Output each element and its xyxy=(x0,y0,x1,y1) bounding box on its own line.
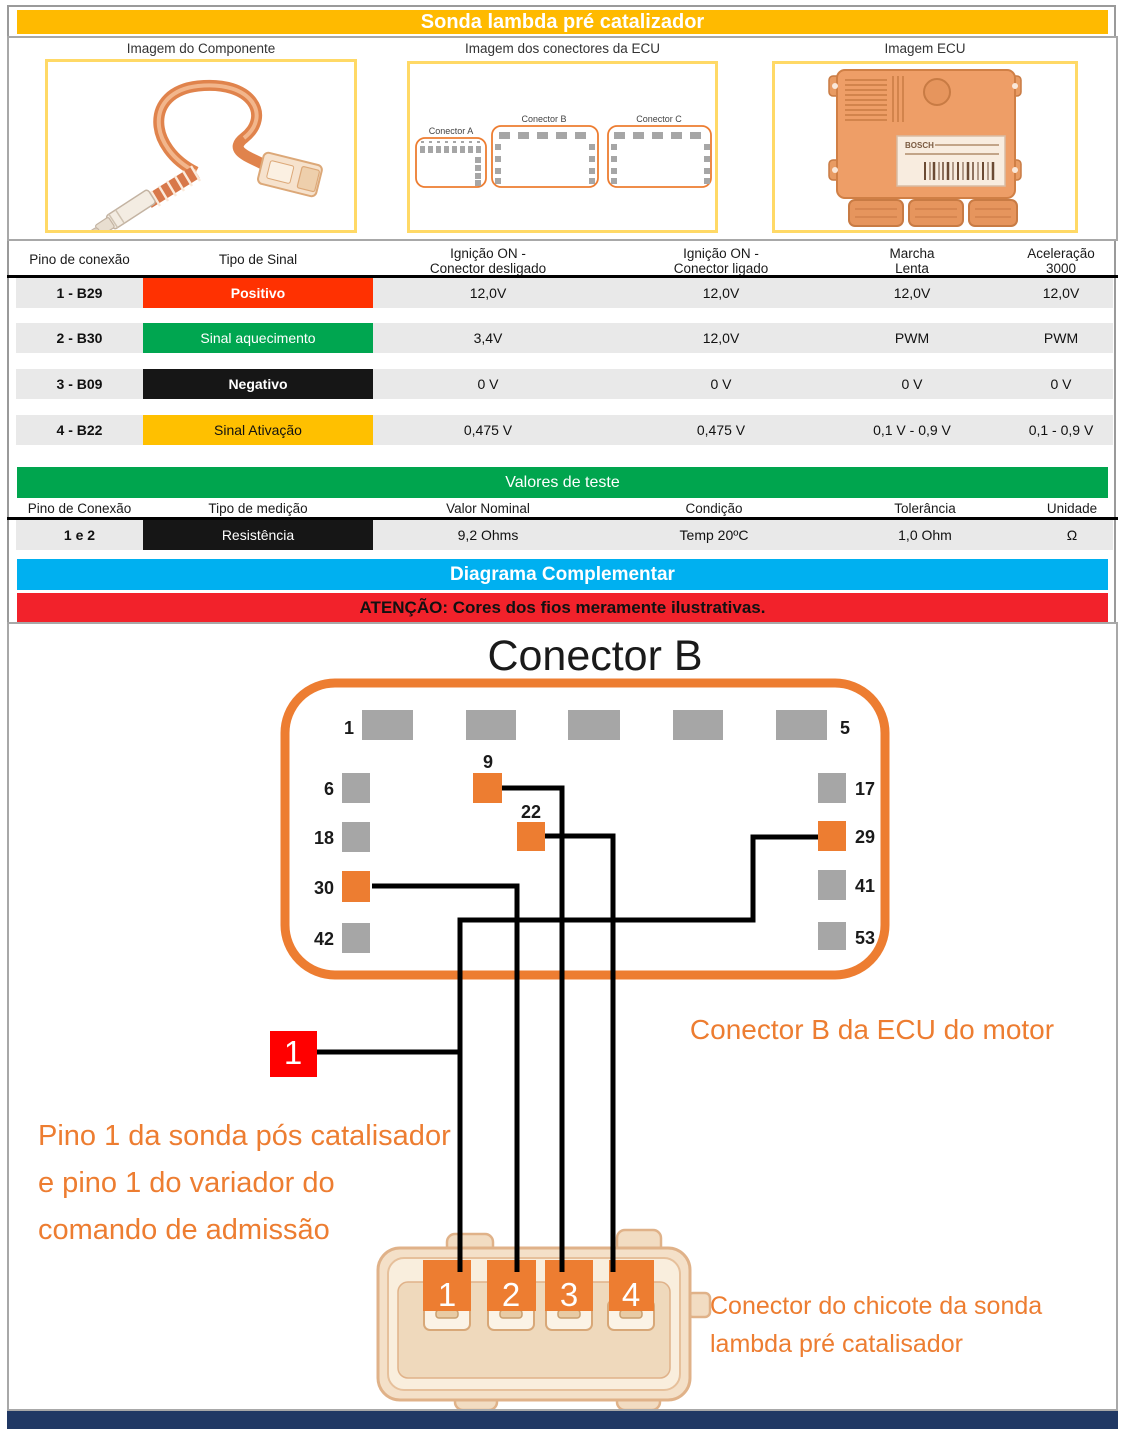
test-header-condition: Condição xyxy=(685,501,743,516)
row2-v4: PWM xyxy=(1043,330,1079,346)
ecu-connector-note: Conector B da ECU do motor xyxy=(689,1014,1055,1045)
pin-30-label: 30 xyxy=(313,878,334,898)
pin-6 xyxy=(342,773,370,803)
red-box-label: 1 xyxy=(283,1034,303,1071)
row3-v1: 0 V xyxy=(477,376,499,392)
test-header-nominal: Valor Nominal xyxy=(446,501,530,516)
pin-30 xyxy=(342,871,370,902)
row1-v4: 12,0V xyxy=(1042,285,1080,301)
page-title: Sonda lambda pré catalizador xyxy=(17,10,1108,34)
pin-53 xyxy=(818,922,846,950)
mini-connector-c-label: Conector C xyxy=(636,114,682,124)
pin-42 xyxy=(342,923,370,953)
mini-connector-b-label: Conector B xyxy=(521,114,567,124)
left-note-line2: e pino 1 do variador do xyxy=(38,1167,335,1199)
row2-v2: 12,0V xyxy=(702,330,740,346)
pin-1-label: 1 xyxy=(343,718,354,738)
main-header-ign-on-l1: Ignição ON - xyxy=(683,246,759,261)
ecu-connectors-panel xyxy=(407,61,718,233)
test-row-condition: Temp 20ºC xyxy=(679,527,749,543)
pin-41 xyxy=(818,870,846,900)
ecu-bottom-connectors xyxy=(849,200,1017,226)
main-header-ign-on-l2: Conector ligado xyxy=(673,260,769,276)
pin-29-label: 29 xyxy=(855,827,876,847)
main-header-idle-l1: Marcha xyxy=(889,246,935,261)
test-header-unit: Unidade xyxy=(1046,501,1098,516)
test-header-tolerance: Tolerância xyxy=(894,501,956,516)
pin-29 xyxy=(818,821,846,851)
main-header-ign-off-l1: Ignição ON - xyxy=(450,246,526,261)
main-header-signal: Tipo de Sinal xyxy=(218,252,298,267)
row3-v3: 0 V xyxy=(901,376,923,392)
main-header-ign-on xyxy=(606,247,836,276)
ecu-photo-panel xyxy=(772,61,1078,233)
component-photo-panel xyxy=(45,59,357,233)
row1-v1: 12,0V xyxy=(469,285,507,301)
harness-connector-image xyxy=(378,1230,710,1409)
harness-note-line1: Conector do chicote da sonda xyxy=(710,1292,1043,1320)
test-header-type: Tipo de medição xyxy=(208,501,308,516)
test-values-title-bar: Valores de teste xyxy=(17,467,1108,498)
left-note-line3: comando de admissão xyxy=(38,1214,330,1246)
ecu-brand-text: BOSCH xyxy=(905,141,934,150)
row1-v3: 12,0V xyxy=(893,285,931,301)
corrugated-sleeve xyxy=(148,166,200,206)
row4-v4: 0,1 - 0,9 V xyxy=(1028,422,1094,438)
pin-22-label: 22 xyxy=(520,802,542,822)
row2-pin: 2 - B30 xyxy=(56,330,103,346)
row2-signal-badge: Sinal aquecimento xyxy=(143,323,373,353)
row1-v2: 12,0V xyxy=(702,285,740,301)
diagram-title-bar: Diagrama Complementar xyxy=(17,559,1108,590)
main-header-accel-l2: 3000 xyxy=(1045,260,1077,276)
ecu-label-sticker xyxy=(897,136,1005,186)
ecu-connectors-image-label: Imagem dos conectores da ECU xyxy=(464,41,661,56)
row4-v2: 0,475 V xyxy=(696,422,746,438)
main-header-ign-off-l2: Conector desligado xyxy=(429,260,547,276)
row3-signal-badge: Negativo xyxy=(143,369,373,399)
harness-pin-4: 4 xyxy=(621,1276,641,1313)
main-header-idle xyxy=(836,247,988,276)
row4-v3: 0,1 V - 0,9 V xyxy=(873,422,951,438)
pin-53-label: 53 xyxy=(855,928,876,948)
row4-pin: 4 - B22 xyxy=(56,422,103,438)
pin-22 xyxy=(517,822,545,851)
row1-signal-badge: Positivo xyxy=(143,278,373,308)
harness-pin-2: 2 xyxy=(501,1276,521,1313)
harness-note-line2: lambda pré catalisador xyxy=(710,1330,963,1358)
test-row-unit: Ω xyxy=(1066,527,1078,543)
lambda-sensor-image xyxy=(48,62,354,230)
test-row-nominal: 9,2 Ohms xyxy=(457,527,519,543)
harness-pin-3: 3 xyxy=(559,1276,579,1313)
pin-5-label: 5 xyxy=(840,718,851,738)
row3-v2: 0 V xyxy=(710,376,732,392)
pin-18-label: 18 xyxy=(313,828,334,848)
pin-42-label: 42 xyxy=(313,929,334,949)
row3-v4: 0 V xyxy=(1050,376,1072,392)
row2-v1: 3,4V xyxy=(473,330,503,346)
harness-pin-1: 1 xyxy=(437,1276,457,1313)
pin-18 xyxy=(342,822,370,852)
row2-v3: PWM xyxy=(894,330,930,346)
pin-9-label: 9 xyxy=(482,752,494,772)
footer-bar xyxy=(7,1411,1118,1429)
test-row-tolerance: 1,0 Ohm xyxy=(898,527,952,543)
test-row-type-badge: Resistência xyxy=(143,520,373,550)
left-note-line1: Pino 1 da sonda pós catalisador xyxy=(38,1120,451,1152)
row4-v1: 0,475 V xyxy=(463,422,513,438)
wiring-diagram xyxy=(8,622,1117,1409)
main-header-pin: Pino de conexão xyxy=(29,252,130,267)
pin-17 xyxy=(818,773,846,803)
sensor-tip xyxy=(82,189,156,230)
connector-b-title: Conector B xyxy=(487,632,703,680)
sensor-connector-plug xyxy=(257,152,323,198)
row4-signal-badge: Sinal Ativação xyxy=(143,415,373,445)
mini-connector-a-label: Conector A xyxy=(428,126,474,136)
main-header-accel-l1: Aceleração xyxy=(1027,246,1095,261)
pin-41-label: 41 xyxy=(855,876,876,896)
pin-6-label: 6 xyxy=(323,779,334,799)
ecu-image xyxy=(775,64,1075,230)
row3-pin: 3 - B09 xyxy=(56,376,103,392)
test-row-pin: 1 e 2 xyxy=(63,527,96,543)
ecu-image-label: Imagem ECU xyxy=(884,41,966,56)
pin-9 xyxy=(473,773,502,803)
warning-bar: ATENÇÃO: Cores dos fios meramente ilustrativas. xyxy=(17,593,1108,622)
main-header-ign-off xyxy=(373,247,603,276)
row1-pin: 1 - B29 xyxy=(56,285,103,301)
test-header-pin: Pino de Conexão xyxy=(27,501,132,516)
main-header-idle-l2: Lenta xyxy=(895,260,929,276)
ecu-connectors-image xyxy=(410,64,715,230)
pin-17-label: 17 xyxy=(855,779,876,799)
main-header-accel xyxy=(988,247,1125,276)
component-image-label: Imagem do Componente xyxy=(126,41,276,56)
